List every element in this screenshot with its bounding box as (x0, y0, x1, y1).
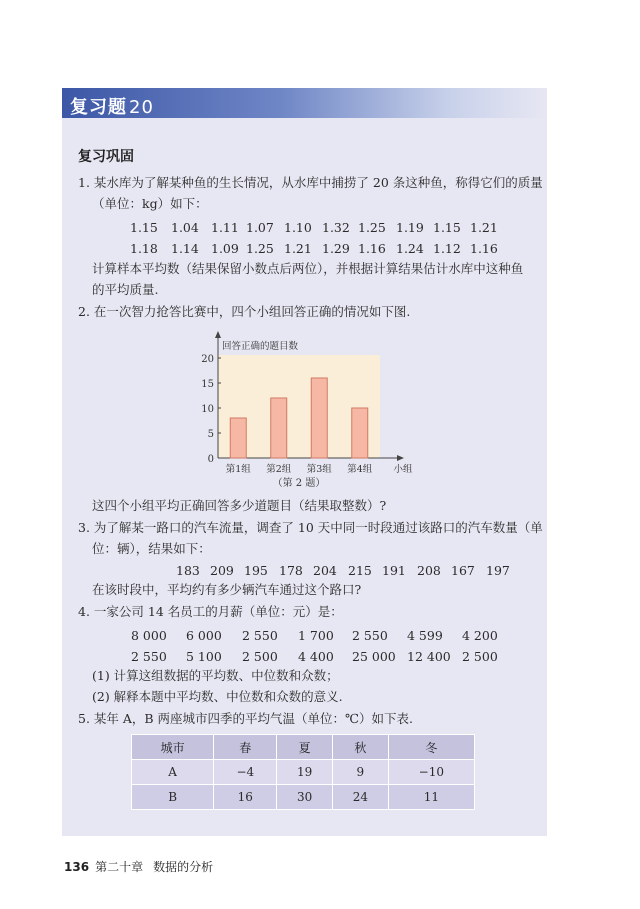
q1-line3: 计算样本平均数（结果保留小数点后两位），并根据计算结果估计水库中这种鱼 (92, 261, 524, 276)
data-value: 1.19 (396, 220, 424, 235)
data-value: 1.21 (470, 220, 498, 235)
q4-sub2: (2) 解释本题中平均数、中位数和众数的意义. (92, 689, 343, 704)
data-value: 209 (210, 563, 234, 578)
table-header-cell: 冬 (388, 735, 474, 760)
y-tick-label: 20 (201, 354, 214, 365)
bar (271, 398, 287, 458)
page-number: 136 (64, 860, 90, 874)
table-cell: A (132, 760, 214, 785)
data-value: 1 700 (298, 628, 334, 643)
data-value: 1.29 (322, 241, 350, 256)
x-tick-label: 第1组 (225, 464, 251, 475)
q2-line1: 2. 在一次智力抢答比赛中，四个小组回答正确的情况如下图. (78, 304, 411, 319)
bar-chart (180, 330, 430, 490)
table-cell: −10 (388, 760, 474, 785)
data-value: 1.09 (211, 241, 239, 256)
data-value: 1.24 (396, 241, 424, 256)
data-value: 1.12 (433, 241, 461, 256)
q3-line2: 位：辆），结果如下： (92, 541, 211, 556)
data-value: 5 100 (186, 649, 222, 664)
data-value: 1.16 (358, 241, 386, 256)
y-tick-label: 10 (201, 404, 214, 415)
q2-line2: 这四个小组平均正确回答多少道题目（结果取整数）? (92, 498, 387, 513)
data-value: 191 (382, 563, 406, 578)
page-footer (64, 858, 213, 875)
q1-line4: 的平均质量. (92, 282, 159, 297)
data-value: 8 000 (131, 628, 167, 643)
data-value: 195 (244, 563, 268, 578)
data-value: 1.21 (284, 241, 312, 256)
x-axis-label: 小组 (393, 464, 413, 475)
table-header-cell: 春 (214, 735, 277, 760)
table-cell: −4 (214, 760, 277, 785)
table-cell: 9 (333, 760, 389, 785)
data-value: 1.04 (171, 220, 199, 235)
table-cell: B (132, 785, 214, 810)
table-cell: 11 (388, 785, 474, 810)
q1-line1: 1. 某水库为了解某种鱼的生长情况，从水库中捕捞了 20 条这种鱼，称得它们的质量 (78, 175, 543, 190)
bar (352, 408, 368, 458)
data-value: 183 (176, 563, 200, 578)
bar (230, 418, 246, 458)
q3-line1: 3. 为了解某一路口的汽车流量，调查了 10 天中同一时段通过该路口的汽车数量（单 (78, 520, 543, 535)
title-text: 复习题 (70, 97, 127, 118)
q5-line1: 5. 某年 A，B 两座城市四季的平均气温（单位：℃）如下表. (78, 711, 414, 726)
section-title: 复习巩固 (78, 149, 134, 165)
table-header-row (132, 735, 475, 760)
data-value: 2 550 (242, 628, 278, 643)
y-axis-arrow (215, 331, 221, 338)
x-axis-arrow (397, 455, 404, 461)
bar-chart-svg (180, 330, 430, 490)
data-value: 208 (417, 563, 441, 578)
data-value: 2 550 (352, 628, 388, 643)
data-value: 1.07 (246, 220, 274, 235)
y-tick-label: 5 (207, 429, 214, 440)
chapter-label: 第二十章 (95, 860, 144, 874)
x-tick-label: 第3组 (306, 464, 332, 475)
table-cell: 30 (277, 785, 333, 810)
data-value: 1.11 (211, 220, 239, 235)
table-header-cell: 夏 (277, 735, 333, 760)
data-value: 4 599 (407, 628, 443, 643)
q3-line3: 在该时段中，平均约有多少辆汽车通过这个路口? (92, 582, 362, 597)
y-tick-label: 15 (201, 379, 214, 390)
page-title (70, 93, 154, 119)
table-header-cell: 城市 (132, 735, 214, 760)
data-value: 4 200 (462, 628, 498, 643)
q1-line2: （单位：kg）如下： (92, 196, 208, 211)
data-value: 1.32 (322, 220, 350, 235)
x-tick-label: 第2组 (266, 464, 292, 475)
data-value: 1.16 (470, 241, 498, 256)
data-value: 167 (451, 563, 475, 578)
data-value: 2 500 (462, 649, 498, 664)
chapter-title: 数据的分析 (153, 860, 214, 874)
table-header-cell: 秋 (333, 735, 389, 760)
table-cell: 24 (333, 785, 389, 810)
data-value: 12 400 (407, 649, 451, 664)
table-row (132, 785, 475, 810)
data-value: 2 500 (242, 649, 278, 664)
data-value: 1.14 (171, 241, 199, 256)
data-value: 197 (486, 563, 510, 578)
data-value: 1.15 (130, 220, 158, 235)
data-value: 25 000 (352, 649, 396, 664)
title-number: 20 (129, 97, 154, 118)
table-row (132, 760, 475, 785)
x-tick-label: 第4组 (347, 464, 373, 475)
data-value: 204 (313, 563, 337, 578)
data-value: 1.25 (358, 220, 386, 235)
data-value: 215 (348, 563, 372, 578)
data-value: 178 (279, 563, 303, 578)
table-cell: 19 (277, 760, 333, 785)
y-tick-label: 0 (207, 454, 214, 465)
q4-line1: 4. 一家公司 14 名员工的月薪（单位：元）是： (78, 604, 343, 619)
temperature-table (131, 734, 475, 810)
y-axis-label: 回答正确的题目数 (222, 341, 299, 352)
data-value: 6 000 (186, 628, 222, 643)
table-cell: 16 (214, 785, 277, 810)
chart-caption: （第 2 题） (272, 478, 326, 489)
data-value: 2 550 (131, 649, 167, 664)
data-value: 1.18 (130, 241, 158, 256)
data-value: 1.15 (433, 220, 461, 235)
data-value: 1.10 (284, 220, 312, 235)
data-value: 1.25 (246, 241, 274, 256)
bar (311, 378, 327, 458)
data-value: 4 400 (298, 649, 334, 664)
q4-sub1: (1) 计算这组数据的平均数、中位数和众数； (92, 668, 339, 683)
